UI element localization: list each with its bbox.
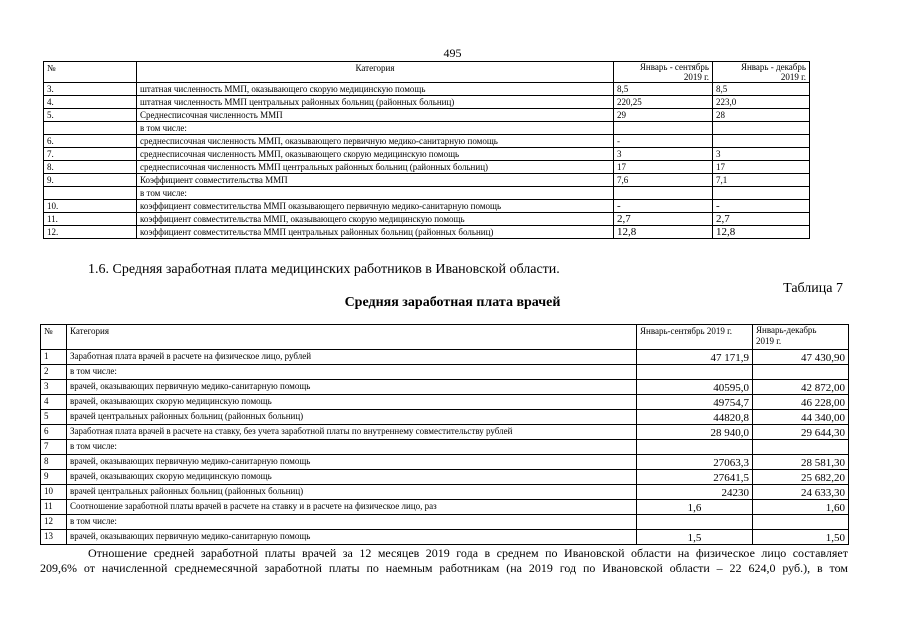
- row-value-1: 2,7: [614, 213, 713, 226]
- row-category: среднесписочная численность ММП центральных районных больниц (районных больниц): [137, 161, 614, 174]
- numbers-table: [43, 61, 810, 239]
- row-value-2: 17: [713, 161, 810, 174]
- row-category: врачей, оказывающих первичную медико-санитарную помощь: [67, 530, 637, 545]
- row-value-2: -: [713, 200, 810, 213]
- header-period-2-line-2: 2019 г.: [780, 72, 806, 82]
- header-num: №: [44, 62, 137, 83]
- table-row: [41, 395, 849, 410]
- row-value-1: 1,6: [637, 500, 753, 515]
- row-num: 8.: [44, 161, 137, 174]
- row-value-1: [637, 440, 753, 455]
- header-period-2: [753, 325, 849, 350]
- row-num: 8: [41, 455, 67, 470]
- row-value-1: 220,25: [614, 96, 713, 109]
- row-num: 1: [41, 350, 67, 365]
- row-num: 10: [41, 485, 67, 500]
- table-row: [41, 455, 849, 470]
- row-value-1: 17: [614, 161, 713, 174]
- row-num: 11.: [44, 213, 137, 226]
- row-num: 7.: [44, 148, 137, 161]
- header-period-2-line-1: Январь - декабрь: [740, 62, 806, 72]
- row-category: в том числе:: [67, 365, 637, 380]
- row-value-2: [713, 135, 810, 148]
- table-row: [41, 440, 849, 455]
- row-category: среднесписочная численность ММП, оказывающего скорую медицинскую помощь: [137, 148, 614, 161]
- table-row: [44, 174, 810, 187]
- table-row: [41, 425, 849, 440]
- row-num: [44, 122, 137, 135]
- row-category: в том числе:: [137, 122, 614, 135]
- row-value-2: [713, 187, 810, 200]
- row-num: 9: [41, 470, 67, 485]
- row-value-2: 25 682,20: [753, 470, 849, 485]
- row-num: 5.: [44, 109, 137, 122]
- row-category: коэффициент совместительства ММП оказывающего первичную медико-санитарную помощь: [137, 200, 614, 213]
- row-num: 9.: [44, 174, 137, 187]
- row-value-2: [753, 365, 849, 380]
- row-value-2: 46 228,00: [753, 395, 849, 410]
- row-value-1: 49754,7: [637, 395, 753, 410]
- row-value-2: 24 633,30: [753, 485, 849, 500]
- table-row: [44, 83, 810, 96]
- row-num: [44, 187, 137, 200]
- row-category: Коэффициент совместительства ММП: [137, 174, 614, 187]
- header-period-2: [713, 62, 810, 83]
- row-num: 6: [41, 425, 67, 440]
- row-value-2: 28: [713, 109, 810, 122]
- row-value-2: 47 430,90: [753, 350, 849, 365]
- row-value-1: [637, 515, 753, 530]
- row-value-2: 1,50: [753, 530, 849, 545]
- row-num: 10.: [44, 200, 137, 213]
- row-value-1: 3: [614, 148, 713, 161]
- body-line-2: 209,6% от начисленной среднемесячной заработной платы по наемным работникам (на 2019 год по Ивановской области – 22 624,0 руб.), в том: [40, 561, 848, 575]
- row-value-1: [637, 365, 753, 380]
- header-num: №: [41, 325, 67, 350]
- row-num: 3.: [44, 83, 137, 96]
- section-heading: 1.6. Средняя заработная плата медицинских работников в Ивановской области.: [88, 262, 560, 277]
- row-value-2: 223,0: [713, 96, 810, 109]
- row-value-1: -: [614, 200, 713, 213]
- header-period-1: Январь-сентябрь 2019 г.: [637, 325, 753, 350]
- row-value-1: 29: [614, 109, 713, 122]
- row-value-1: 24230: [637, 485, 753, 500]
- table-title: Средняя заработная плата врачей: [344, 295, 561, 310]
- header-category: Категория: [137, 62, 614, 83]
- row-num: 5: [41, 410, 67, 425]
- row-category: Соотношение заработной платы врачей в расчете на ставку и в расчете на физическое лицо, раз: [67, 500, 637, 515]
- table-row: [41, 380, 849, 395]
- row-category: врачей центральных районных больниц (районных больниц): [67, 485, 637, 500]
- row-category: в том числе:: [137, 187, 614, 200]
- row-value-2: 3: [713, 148, 810, 161]
- table-row: [44, 187, 810, 200]
- row-value-2: 29 644,30: [753, 425, 849, 440]
- row-category: Среднесписочная численность ММП: [137, 109, 614, 122]
- row-category: среднесписочная численность ММП, оказывающего первичную медико-санитарную помощь: [137, 135, 614, 148]
- row-value-2: 7,1: [713, 174, 810, 187]
- row-category: Заработная плата врачей в расчете на ставку, без учета заработной платы по внутреннему совместительству рублей: [67, 425, 637, 440]
- table-row: [44, 122, 810, 135]
- row-num: 4.: [44, 96, 137, 109]
- table-row: [41, 470, 849, 485]
- header-period-1: [614, 62, 713, 83]
- row-value-2: [753, 440, 849, 455]
- header-period-1-line-1: Январь - сентябрь: [639, 62, 709, 72]
- row-value-2: [753, 515, 849, 530]
- row-value-2: 2,7: [713, 213, 810, 226]
- row-num: 3: [41, 380, 67, 395]
- row-num: 6.: [44, 135, 137, 148]
- table-row: [41, 410, 849, 425]
- table-row: [44, 226, 810, 239]
- table-row: [44, 213, 810, 226]
- row-value-1: 8,5: [614, 83, 713, 96]
- body-paragraph: [40, 546, 848, 576]
- row-category: коэффициент совместительства ММП центральных районных больниц (районных больниц): [137, 226, 614, 239]
- row-category: врачей, оказывающих скорую медицинскую помощь: [67, 470, 637, 485]
- row-value-2: 8,5: [713, 83, 810, 96]
- row-value-1: [614, 187, 713, 200]
- row-value-2: 28 581,30: [753, 455, 849, 470]
- row-value-1: 27063,3: [637, 455, 753, 470]
- table-row: [44, 135, 810, 148]
- row-num: 4: [41, 395, 67, 410]
- row-category: в том числе:: [67, 515, 637, 530]
- salary-table: [40, 324, 849, 545]
- body-line-1: Отношение средней заработной платы врачей за 12 месяцев 2019 года в среднем по Ивановской области на физическое лицо составляет: [88, 546, 848, 560]
- row-value-1: 27641,5: [637, 470, 753, 485]
- row-value-2: [713, 122, 810, 135]
- row-category: врачей, оказывающих первичную медико-санитарную помощь: [67, 455, 637, 470]
- row-value-1: 28 940,0: [637, 425, 753, 440]
- row-num: 12.: [44, 226, 137, 239]
- row-category: Заработная плата врачей в расчете на физическое лицо, рублей: [67, 350, 637, 365]
- table-row: [44, 96, 810, 109]
- table-row: [44, 148, 810, 161]
- table-header-row: [44, 62, 810, 83]
- row-category: штатная численность ММП центральных районных больниц (районных больниц): [137, 96, 614, 109]
- table-row: [41, 515, 849, 530]
- row-num: 13: [41, 530, 67, 545]
- table-row: [41, 500, 849, 515]
- row-category: штатная численность ММП, оказывающего скорую медицинскую помощь: [137, 83, 614, 96]
- row-value-1: 12,8: [614, 226, 713, 239]
- row-num: 7: [41, 440, 67, 455]
- header-period-2-line-1: Январь-декабрь: [756, 325, 817, 335]
- row-category: врачей центральных районных больниц (районных больниц): [67, 410, 637, 425]
- row-value-1: [614, 122, 713, 135]
- header-period-1-line-2: 2019 г.: [683, 72, 709, 82]
- row-category: врачей, оказывающих скорую медицинскую помощь: [67, 395, 637, 410]
- row-value-2: 12,8: [713, 226, 810, 239]
- row-value-2: 44 340,00: [753, 410, 849, 425]
- row-category: врачей, оказывающих первичную медико-санитарную помощь: [67, 380, 637, 395]
- row-value-1: -: [614, 135, 713, 148]
- row-category: в том числе:: [67, 440, 637, 455]
- table-row: [44, 109, 810, 122]
- row-value-1: 1,5: [637, 530, 753, 545]
- table-row: [41, 350, 849, 365]
- row-value-2: 1,60: [753, 500, 849, 515]
- row-value-2: 42 872,00: [753, 380, 849, 395]
- row-num: 11: [41, 500, 67, 515]
- table-label: Таблица 7: [783, 281, 843, 296]
- row-value-1: 47 171,9: [637, 350, 753, 365]
- header-period-2-line-2: 2019 г.: [756, 336, 782, 346]
- row-value-1: 40595,0: [637, 380, 753, 395]
- table-row: [44, 200, 810, 213]
- row-value-1: 7,6: [614, 174, 713, 187]
- row-category: коэффициент совместительства ММП, оказывающего скорую медицинскую помощь: [137, 213, 614, 226]
- table-header-row: [41, 325, 849, 350]
- page-number: 495: [443, 46, 462, 60]
- row-num: 2: [41, 365, 67, 380]
- table-row: [41, 365, 849, 380]
- table-row: [44, 161, 810, 174]
- row-num: 12: [41, 515, 67, 530]
- header-category: Категория: [67, 325, 637, 350]
- row-value-1: 44820,8: [637, 410, 753, 425]
- table-row: [41, 530, 849, 545]
- table-row: [41, 485, 849, 500]
